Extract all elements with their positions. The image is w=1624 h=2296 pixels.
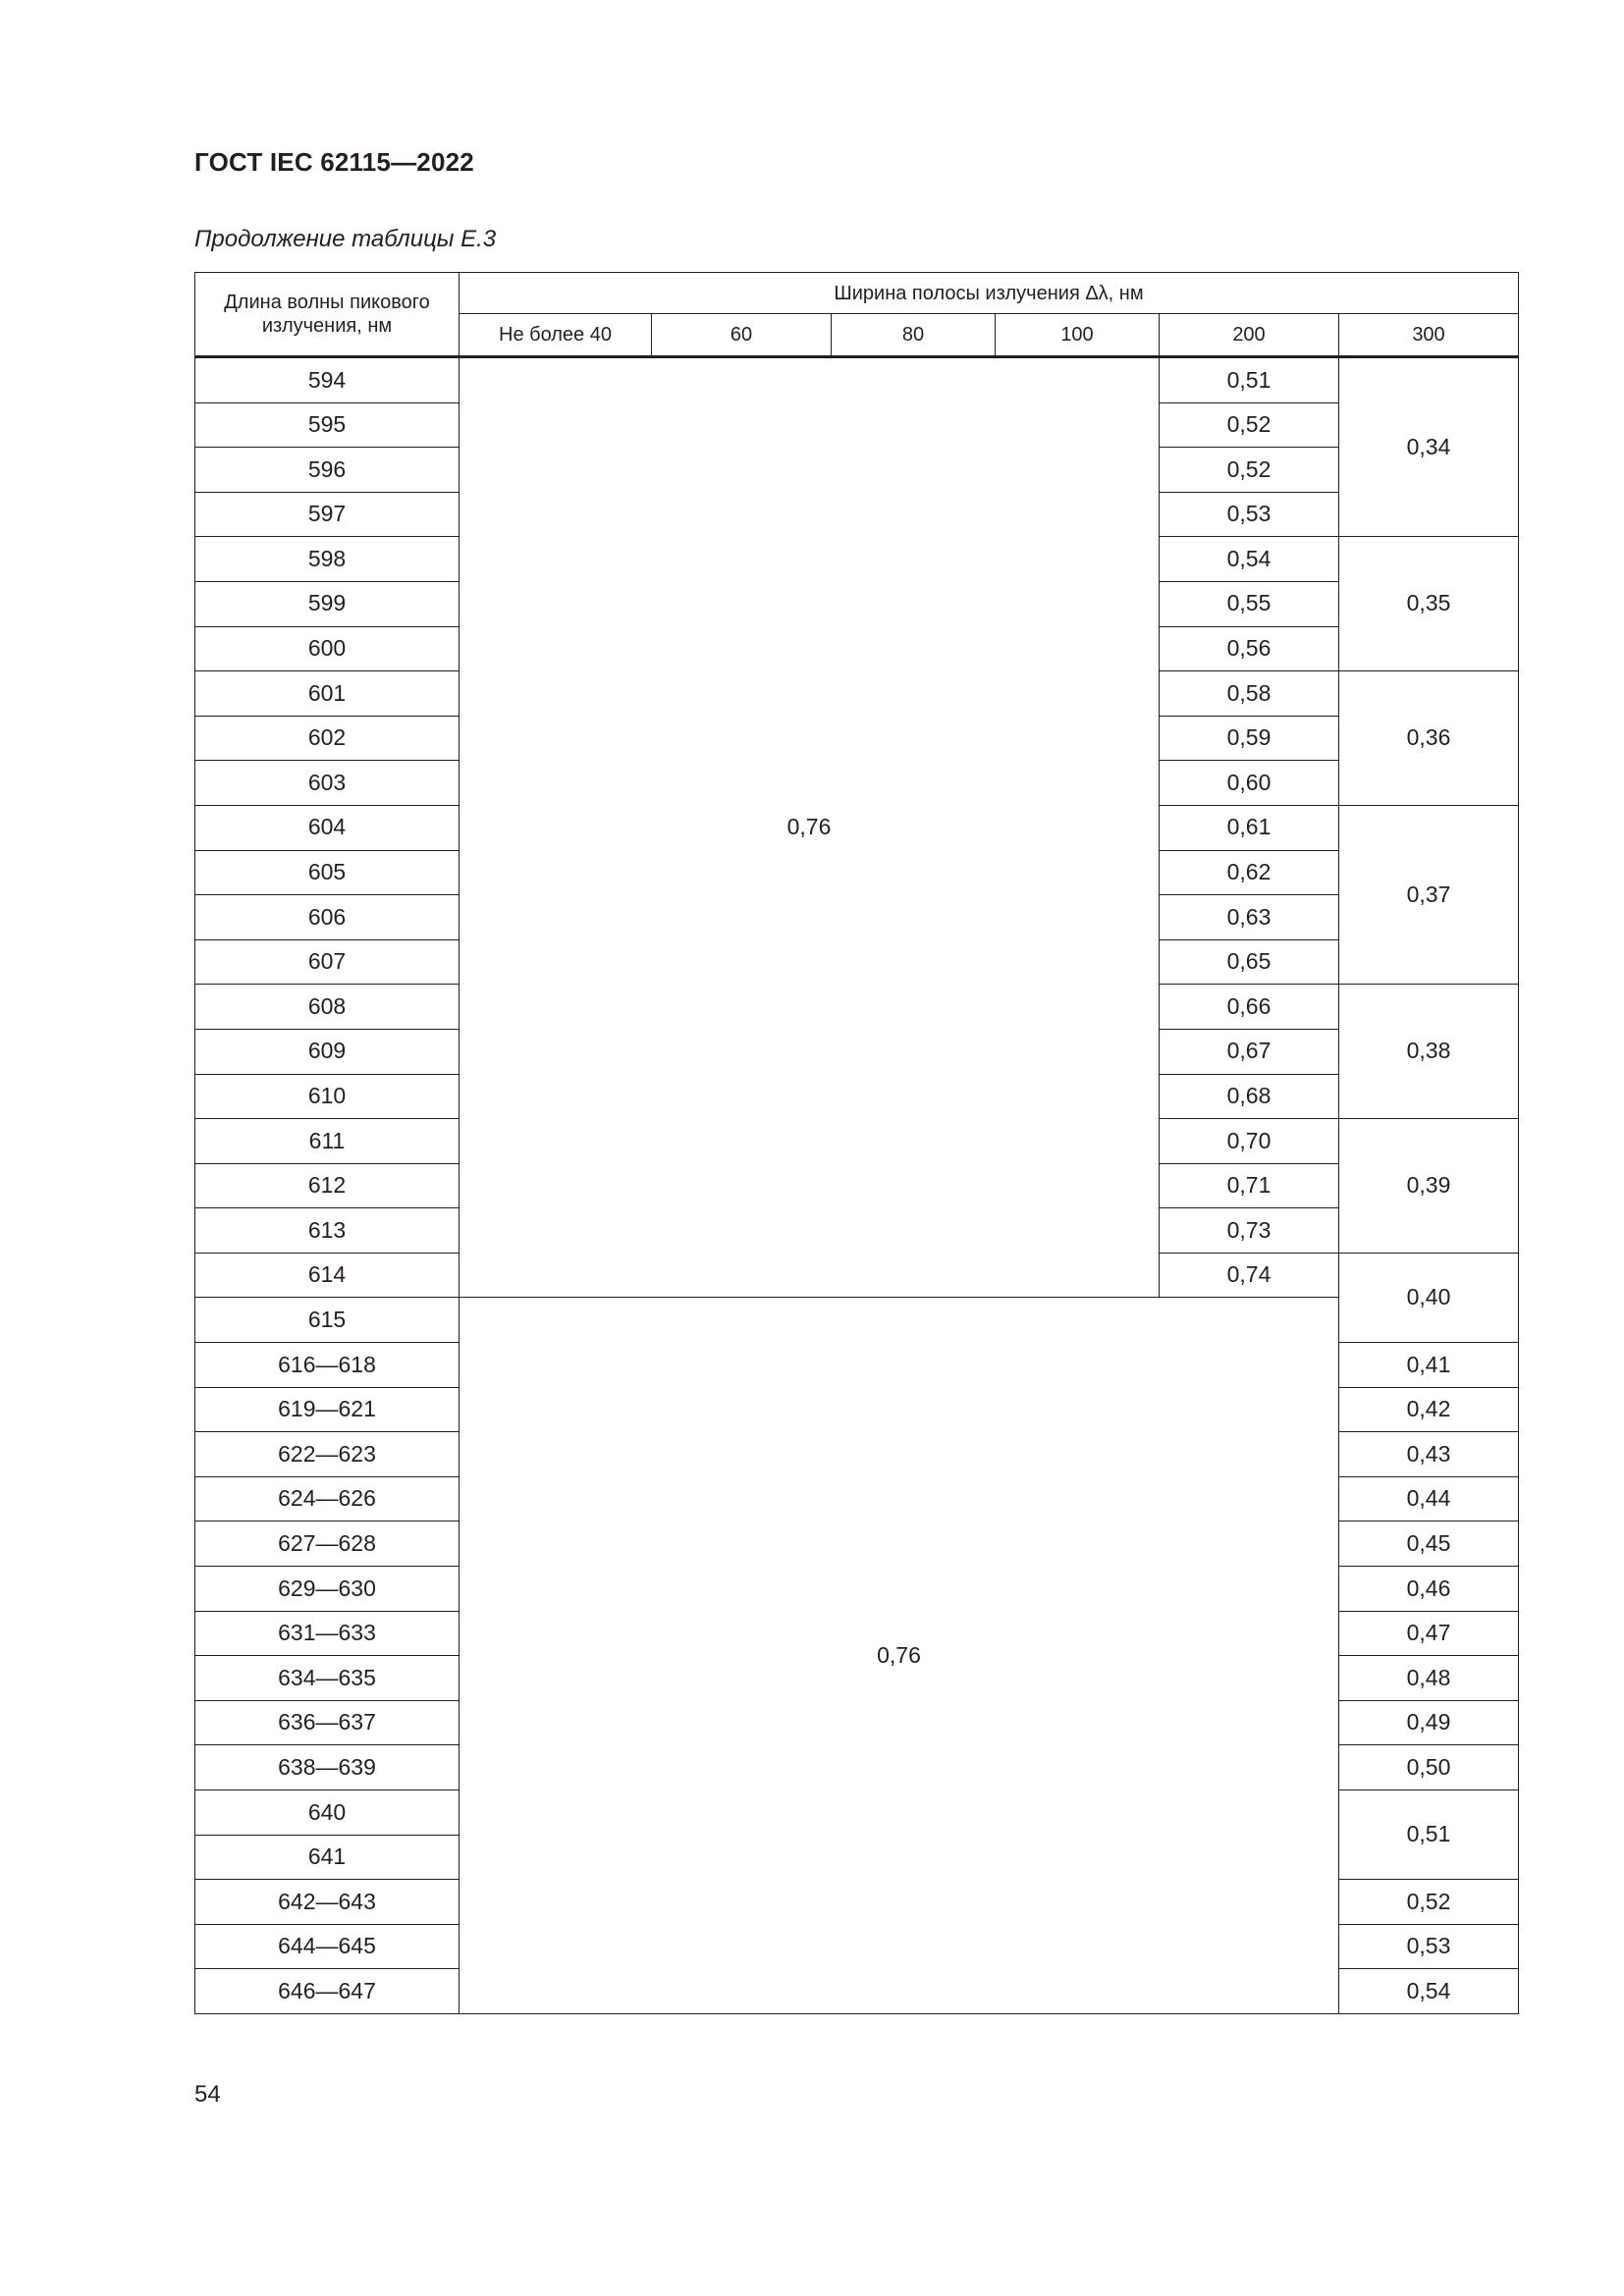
value-300-cell: 0,46: [1339, 1567, 1519, 1612]
wavelength-cell: 608: [195, 985, 460, 1030]
wavelength-cell: 631—633: [195, 1611, 460, 1656]
value-300-cell: 0,42: [1339, 1387, 1519, 1432]
value-300-cell: 0,51: [1339, 1790, 1519, 1880]
wavelength-cell: 596: [195, 448, 460, 493]
wavelength-cell: 603: [195, 761, 460, 806]
wavelength-cell: 624—626: [195, 1476, 460, 1522]
value-300-cell: 0,50: [1339, 1745, 1519, 1790]
table-caption: Продолжение таблицы E.3: [194, 226, 497, 252]
merged-value-cell: 0,76: [460, 357, 1160, 1298]
wavelength-cell: 600: [195, 626, 460, 671]
wavelength-cell: 636—637: [195, 1700, 460, 1745]
value-300-cell: 0,54: [1339, 1969, 1519, 2014]
wavelength-cell: 610: [195, 1074, 460, 1119]
value-300-cell: 0,35: [1339, 537, 1519, 671]
value-200-cell: 0,56: [1160, 626, 1339, 671]
value-200-cell: 0,71: [1160, 1163, 1339, 1208]
value-300-cell: 0,44: [1339, 1476, 1519, 1522]
table-row: [195, 357, 1519, 403]
value-300-cell: 0,45: [1339, 1522, 1519, 1567]
wavelength-cell: 611: [195, 1119, 460, 1164]
wavelength-cell: 615: [195, 1298, 460, 1343]
wavelength-cell: 641: [195, 1835, 460, 1880]
value-300-cell: 0,37: [1339, 805, 1519, 984]
value-200-cell: 0,60: [1160, 761, 1339, 806]
bandwidth-group-header: Ширина полосы излучения Δλ, нм: [460, 273, 1519, 314]
wavelength-cell: 642—643: [195, 1880, 460, 1925]
wavelength-cell: 604: [195, 805, 460, 850]
wavelength-cell: 601: [195, 671, 460, 717]
value-200-cell: 0,52: [1160, 402, 1339, 448]
value-300-cell: 0,36: [1339, 671, 1519, 806]
value-200-cell: 0,61: [1160, 805, 1339, 850]
value-200-cell: 0,53: [1160, 492, 1339, 537]
wavelength-cell: 634—635: [195, 1656, 460, 1701]
value-200-cell: 0,58: [1160, 671, 1339, 717]
wavelength-cell: 613: [195, 1208, 460, 1254]
value-200-cell: 0,51: [1160, 357, 1339, 403]
value-300-cell: 0,43: [1339, 1432, 1519, 1477]
wavelength-cell: 606: [195, 895, 460, 940]
value-200-cell: 0,52: [1160, 448, 1339, 493]
value-200-cell: 0,74: [1160, 1253, 1339, 1298]
value-200-cell: 0,55: [1160, 581, 1339, 626]
page-number: 54: [194, 2081, 221, 2108]
value-300-cell: 0,48: [1339, 1656, 1519, 1701]
wavelength-cell: 640: [195, 1790, 460, 1836]
wavelength-column-header: Длина волны пикового излучения, нм: [195, 273, 460, 357]
document-header: ГОСТ IEC 62115—2022: [194, 147, 474, 177]
value-300-cell: 0,47: [1339, 1611, 1519, 1656]
subheader-100: 100: [996, 314, 1160, 357]
value-200-cell: 0,67: [1160, 1029, 1339, 1074]
value-200-cell: 0,63: [1160, 895, 1339, 940]
subheader-200: 200: [1160, 314, 1339, 357]
value-200-cell: 0,54: [1160, 537, 1339, 582]
wavelength-cell: 644—645: [195, 1924, 460, 1969]
wavelength-cell: 629—630: [195, 1567, 460, 1612]
value-300-cell: 0,40: [1339, 1253, 1519, 1342]
value-300-cell: 0,38: [1339, 985, 1519, 1119]
value-300-cell: 0,41: [1339, 1343, 1519, 1388]
wavelength-cell: 599: [195, 581, 460, 626]
wavelength-cell: 605: [195, 850, 460, 895]
subheader-300: 300: [1339, 314, 1519, 357]
wavelength-cell: 598: [195, 537, 460, 582]
value-300-cell: 0,53: [1339, 1924, 1519, 1969]
wavelength-cell: 594: [195, 357, 460, 403]
value-200-cell: 0,73: [1160, 1208, 1339, 1254]
table-row: [195, 1298, 1519, 1343]
wavelength-cell: 612: [195, 1163, 460, 1208]
value-300-cell: 0,39: [1339, 1119, 1519, 1254]
value-200-cell: 0,70: [1160, 1119, 1339, 1164]
value-200-cell: 0,62: [1160, 850, 1339, 895]
wavelength-cell: 619—621: [195, 1387, 460, 1432]
value-300-cell: 0,52: [1339, 1880, 1519, 1925]
wavelength-cell: 622—623: [195, 1432, 460, 1477]
wavelength-cell: 616—618: [195, 1343, 460, 1388]
value-200-cell: 0,68: [1160, 1074, 1339, 1119]
subheader-80: 80: [832, 314, 996, 357]
wavelength-cell: 595: [195, 402, 460, 448]
value-200-cell: 0,66: [1160, 985, 1339, 1030]
value-200-cell: 0,65: [1160, 939, 1339, 985]
wavelength-cell: 638—639: [195, 1745, 460, 1790]
value-200-cell: 0,59: [1160, 716, 1339, 761]
subheader-max-40: Не более 40: [460, 314, 652, 357]
wavelength-cell: 646—647: [195, 1969, 460, 2014]
data-table: [194, 272, 1519, 2014]
wavelength-cell: 607: [195, 939, 460, 985]
wavelength-cell: 597: [195, 492, 460, 537]
value-300-cell: 0,49: [1339, 1700, 1519, 1745]
wavelength-cell: 627—628: [195, 1522, 460, 1567]
wavelength-cell: 609: [195, 1029, 460, 1074]
subheader-60: 60: [652, 314, 832, 357]
merged-value-cell: 0,76: [460, 1298, 1339, 2014]
wavelength-cell: 614: [195, 1253, 460, 1298]
value-300-cell: 0,34: [1339, 357, 1519, 537]
wavelength-cell: 602: [195, 716, 460, 761]
